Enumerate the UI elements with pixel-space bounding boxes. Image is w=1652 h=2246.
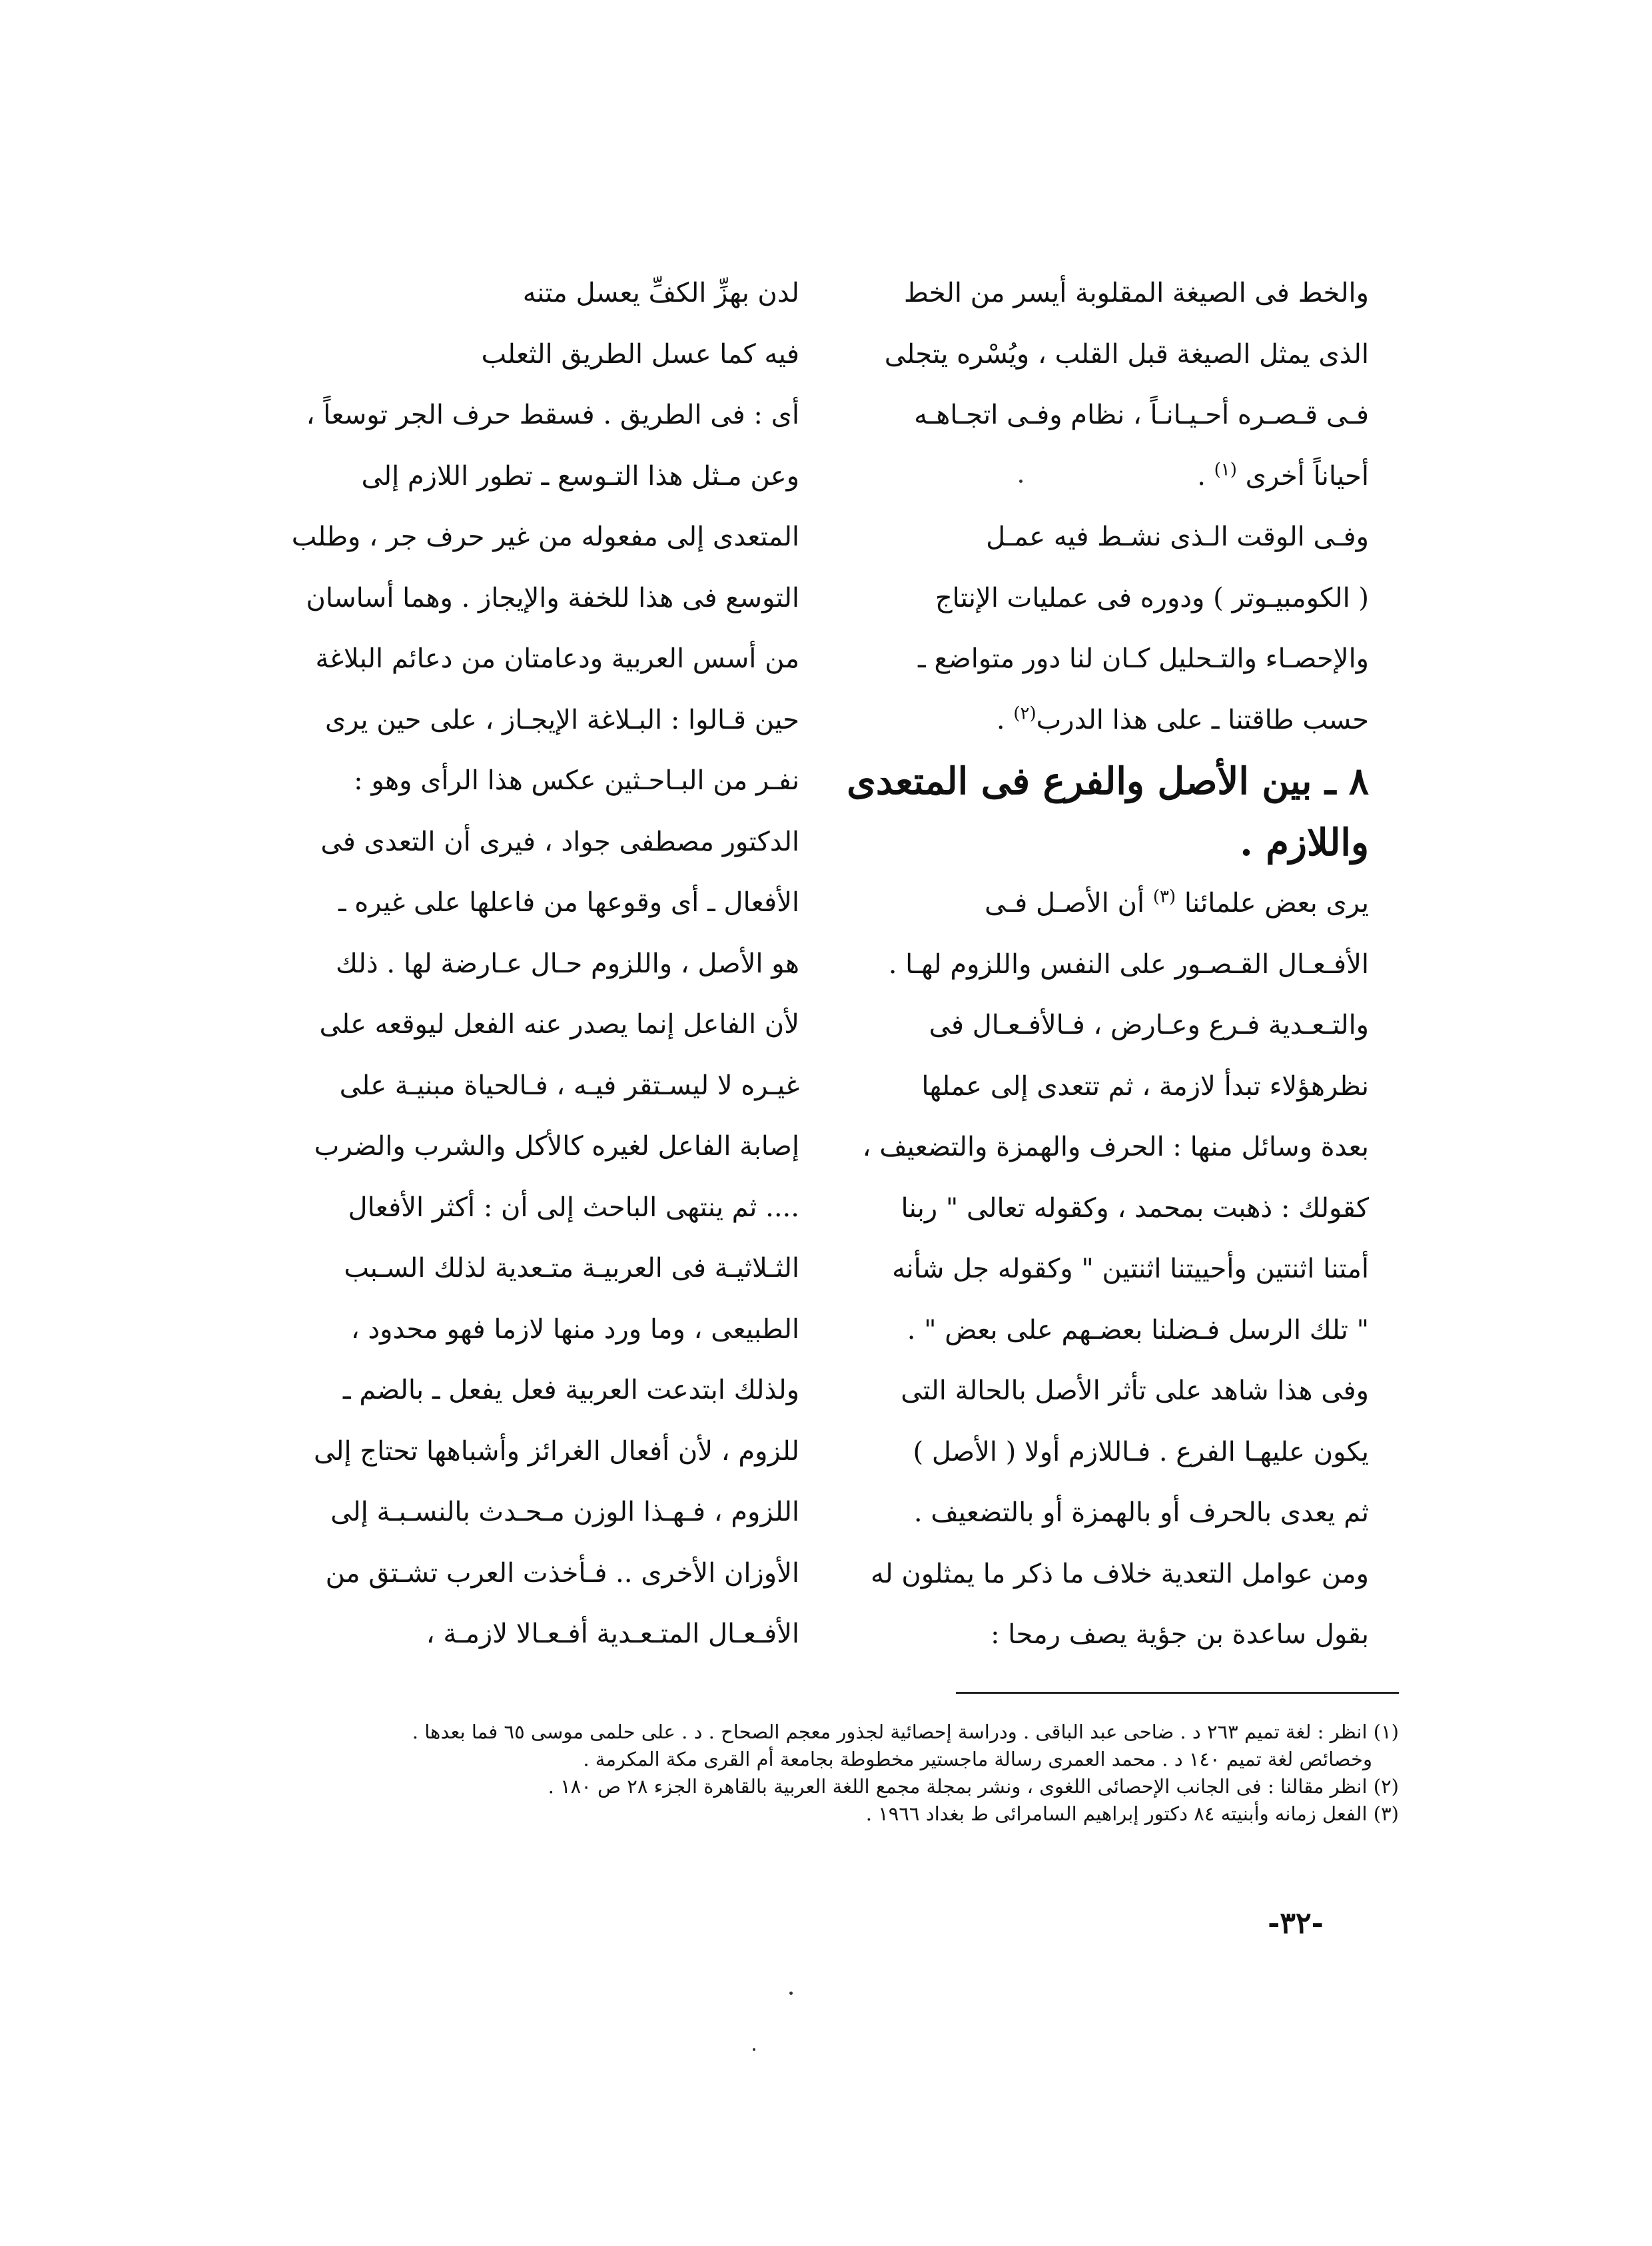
text-line: .... ثم ينتهى الباحث إلى أن : أكثر الأفعال [348,1192,799,1223]
text-line [843,690,1369,751]
text-line: وفى هذا شاهد على تأثر الأصل بالحالة التى [901,1375,1369,1406]
scan-speck [1019,480,1023,483]
text-line: للزوم ، لأن أفعال الغرائز وأشباهها تحتاج إلى [313,1435,799,1467]
text-line: نظرهؤلاء تبدأ لازمة ، ثم تتعدى إلى عملها [921,1070,1369,1102]
text-line: " تلك الرسل فـضلنا بعضـهم على بعض " . [907,1314,1369,1345]
text-line: الأفـعـال القـصـور على النفس واللزوم لهـا . [888,948,1369,980]
text-line: كقولك : ذهبت بمحمد ، وكقوله تعالى " ربنا [901,1192,1369,1224]
text-line: والإحصـاء والتـحليل كـان لنا دور متواضع ـ [918,643,1369,674]
text-fragment: أحياناً أخرى [1245,460,1369,492]
footnote: (٢) انظر مقالنا : فى الجانب الإحصائى اللغوى ، ونشر بمجلة مجمع اللغة العربية بالقاهرة الجزء ٢٨ ص ١٨٠ . [548,1775,1399,1798]
text-line: الذى يمثل الصيغة قبل القلب ، ويُسْره يتجلى [884,338,1369,370]
text-line: هو الأصل ، واللزوم حـال عـارضة لها . ذلك [335,948,799,979]
text-line: نفـر من البـاحـثين عكس هذا الرأى وهو : [354,765,799,796]
text-line: المتعدى إلى مفعوله من غير حرف جر ، وطلب [291,522,799,552]
scan-speck [789,1992,793,1995]
text-fragment: . [996,704,1014,735]
text-line: التوسع فى هذا للخفة والإيجاز . وهما أساسان [306,582,799,613]
text-line: الأوزان الأخرى .. فـأخذت العرب تشـتق من [325,1557,799,1589]
page-number: -٣٢- [1268,1906,1324,1940]
left-column [273,263,799,1665]
poetry-verse-line: لدن بهزِّ الكفِّ يعسل متنه [522,278,799,308]
footnote-marker: (٢) [1013,703,1036,724]
footnote-marker: (١) [1214,460,1237,480]
scan-speck [753,2048,755,2051]
text-line: يكون عليهـا الفرع . فـاللازم أولا ( الأصل ) [913,1436,1369,1467]
text-line: اللزوم ، فـهـذا الوزن مـحـدث بالنسـبـة إلى [330,1497,799,1527]
footnotes [266,1718,1399,1828]
text-line: الطبيعى ، وما ورد منها لازما فهو محدود ، [350,1313,799,1345]
text-line: بعدة وسائل منها : الحرف والهمزة والتضعيف ، [862,1132,1369,1162]
text-line [843,446,1369,508]
text-line: أمتنا اثنتين وأحييتنا اثنتين " وكقوله جل شأنه [892,1254,1369,1284]
poetry-verse-line: فيه كما عسل الطريق الثعلب [481,338,799,370]
text-line: من أسس العربية ودعامتان من دعائم البلاغة [315,643,799,674]
text-line: الأفـعـال المتـعـدية أفـعـالا لازمـة ، [426,1619,799,1649]
text-line: والتـعـدية فـرع وعـارض ، فـالأفـعـال فى [929,1010,1369,1040]
footnote-divider [956,1692,1399,1694]
text-line: فـى قـصـره أحـيـانـاً ، نظام وفـى اتجـاهـه [914,400,1369,430]
right-column [843,263,1369,1666]
section-heading-continued: واللازم . [1240,821,1369,865]
text-fragment: حسب طاقتنا ـ على هذا الدرب [1036,704,1369,735]
text-line: ومن عوامل التعدية خلاف ما ذكر ما يمثلون له [871,1558,1369,1589]
text-line: الدكتور مصطفى جواد ، فيرى أن التعدى فى [320,826,799,857]
text-fragment: . [1197,460,1214,492]
text-line: ولذلك ابتدعت العربية فعل يفعل ـ بالضم ـ [342,1375,799,1405]
text-line: إصابة الفاعل لغيره كالأكل والشرب والضرب [314,1131,799,1162]
text-line: بقول ساعدة بن جؤية يصف رمحا : [991,1619,1369,1650]
text-line: ثم يعدى بالحرف أو بالهمزة أو بالتضعيف . [913,1497,1369,1528]
footnote: (١) انظر : لغة تميم ٢٦٣ د . ضاحى عبد الباقى . ودراسة إحصائية لجذور معجم الصحاح . د . على حلمى موسى ٦٥ فما بعدها . [412,1720,1399,1743]
text-fragment: أن الأصـل فـى [985,888,1153,919]
text-line: حين قـالوا : البـلاغة الإيجـاز ، على حين يرى [325,704,799,735]
text-line: لأن الفاعل إنما يصدر عنه الفعل ليوقعه على [319,1009,799,1040]
text-line: أى : فى الطريق . فسقط حرف الجر توسعاً ، [306,400,799,430]
text-line: وعن مـثل هذا التـوسع ـ تطور اللازم إلى [361,460,799,492]
text-fragment: يرى بعض علمائنا [1184,888,1369,919]
text-line: الأفعال ـ أى وقوعها من فاعلها على غيره ـ [338,887,799,918]
text-line: ( الكومبيـوتر ) ودوره فى عمليات الإنتاج [935,582,1369,613]
text-line: غيـره لا ليسـتقر فيـه ، فـالحياة مبنيـة على [339,1070,799,1101]
text-line: والخط فى الصيغة المقلوبة أيسر من الخط [903,278,1369,308]
text-line: وفـى الوقت الـذى نشـط فيه عمـل [986,522,1369,552]
text-line: الثـلاثيـة فى العربيـة متـعدية لذلك السـبب [344,1253,799,1284]
footnote-marker: (٣) [1152,887,1176,907]
footnote: (٣) الفعل زمانه وأبنيته ٨٤ دكتور إبراهيم السامرائى ط بغداد ١٩٦٦ . [865,1802,1399,1825]
section-heading: ٨ ـ بين الأصل والفرع فى المتعدى [847,759,1369,803]
text-line [843,873,1369,935]
footnote-continuation: وخصائص لغة تميم ١٤٠ د . محمد العمرى رسالة ماجستير مخطوطة بجامعة أم القرى مكة المكرمة . [583,1748,1372,1770]
